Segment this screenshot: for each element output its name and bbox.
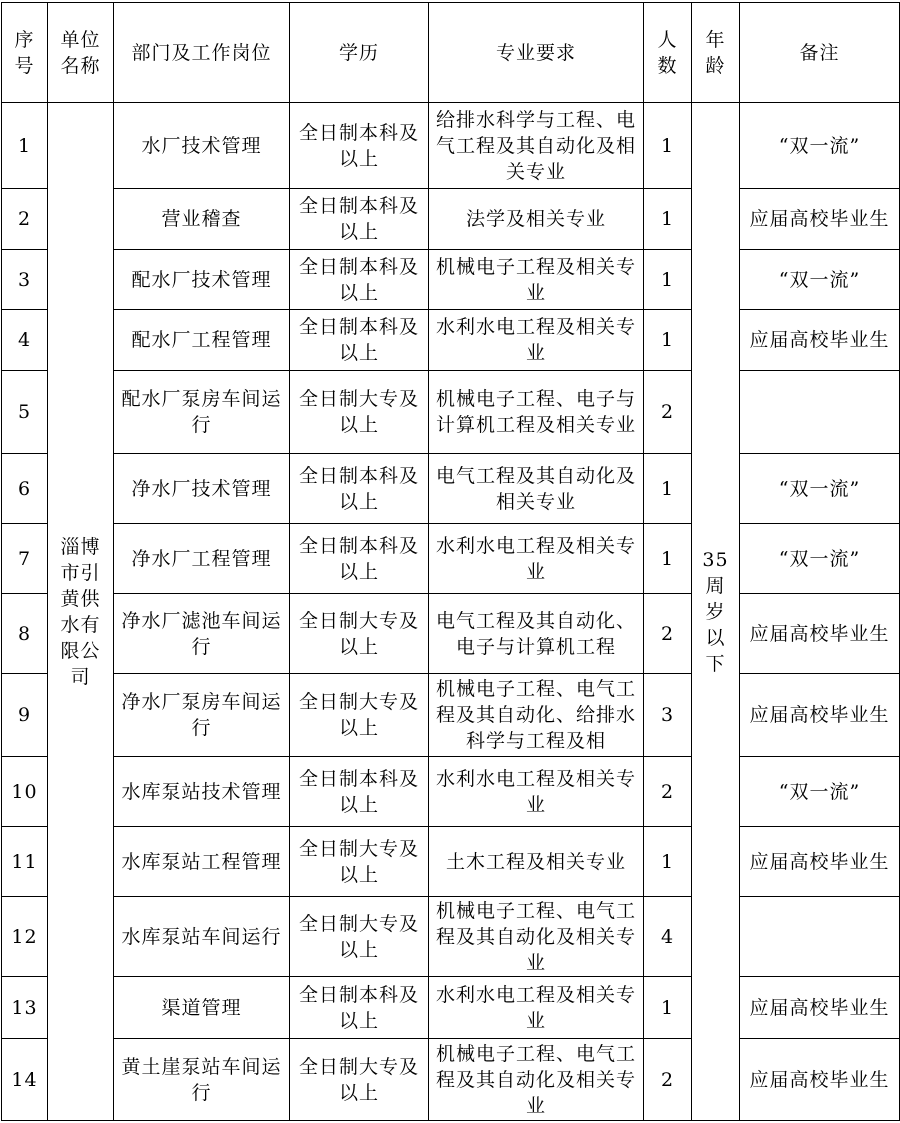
remark-cell: “双一流” bbox=[740, 524, 900, 594]
position-cell: 净水厂泵房车间运行 bbox=[114, 674, 290, 757]
education-cell: 全日制本科及以上 bbox=[290, 524, 429, 594]
remark-cell: 应届高校毕业生 bbox=[740, 310, 900, 371]
position-cell: 水库泵站工程管理 bbox=[114, 827, 290, 897]
seq-cell: 10 bbox=[2, 757, 48, 827]
position-cell: 净水厂工程管理 bbox=[114, 524, 290, 594]
position-cell: 水库泵站车间运行 bbox=[114, 897, 290, 977]
remark-cell: “双一流” bbox=[740, 103, 900, 189]
seq-cell: 8 bbox=[2, 594, 48, 674]
header-unit: 单位名称 bbox=[48, 3, 114, 103]
education-cell: 全日制本科及以上 bbox=[290, 103, 429, 189]
table-row bbox=[2, 757, 900, 827]
major-cell: 机械电子工程、电气工程及其自动化及相关专业 bbox=[429, 897, 644, 977]
count-cell: 1 bbox=[644, 827, 692, 897]
position-cell: 水厂技术管理 bbox=[114, 103, 290, 189]
seq-cell: 4 bbox=[2, 310, 48, 371]
education-cell: 全日制本科及以上 bbox=[290, 757, 429, 827]
count-cell: 4 bbox=[644, 897, 692, 977]
remark-cell bbox=[740, 371, 900, 454]
seq-cell: 7 bbox=[2, 524, 48, 594]
table-row bbox=[2, 674, 900, 757]
remark-cell: “双一流” bbox=[740, 454, 900, 524]
education-cell: 全日制大专及以上 bbox=[290, 674, 429, 757]
major-cell: 给排水科学与工程、电气工程及其自动化及相关专业 bbox=[429, 103, 644, 189]
table-row bbox=[2, 827, 900, 897]
position-cell: 配水厂技术管理 bbox=[114, 250, 290, 310]
major-cell: 土木工程及相关专业 bbox=[429, 827, 644, 897]
table-row bbox=[2, 897, 900, 977]
seq-cell: 6 bbox=[2, 454, 48, 524]
position-cell: 配水厂泵房车间运行 bbox=[114, 371, 290, 454]
education-cell: 全日制大专及以上 bbox=[290, 897, 429, 977]
remark-cell: 应届高校毕业生 bbox=[740, 189, 900, 250]
major-cell: 机械电子工程、电气工程及其自动化及相关专业 bbox=[429, 1039, 644, 1121]
count-cell: 1 bbox=[644, 250, 692, 310]
table-row bbox=[2, 103, 900, 189]
seq-cell: 1 bbox=[2, 103, 48, 189]
education-cell: 全日制大专及以上 bbox=[290, 1039, 429, 1121]
major-cell: 机械电子工程及相关专业 bbox=[429, 250, 644, 310]
position-cell: 净水厂滤池车间运行 bbox=[114, 594, 290, 674]
count-cell: 2 bbox=[644, 371, 692, 454]
header-major: 专业要求 bbox=[429, 3, 644, 103]
seq-cell: 3 bbox=[2, 250, 48, 310]
major-cell: 水利水电工程及相关专业 bbox=[429, 757, 644, 827]
header-row bbox=[2, 3, 900, 103]
education-cell: 全日制本科及以上 bbox=[290, 250, 429, 310]
table-row bbox=[2, 454, 900, 524]
unit-name-cell: 淄博市引黄供水有限公司 bbox=[48, 103, 114, 1121]
table-row bbox=[2, 189, 900, 250]
major-cell: 电气工程及其自动化、电子与计算机工程 bbox=[429, 594, 644, 674]
remark-cell: 应届高校毕业生 bbox=[740, 827, 900, 897]
table-row bbox=[2, 1039, 900, 1121]
seq-cell: 5 bbox=[2, 371, 48, 454]
education-cell: 全日制大专及以上 bbox=[290, 827, 429, 897]
count-cell: 1 bbox=[644, 454, 692, 524]
count-cell: 1 bbox=[644, 310, 692, 371]
count-cell: 2 bbox=[644, 757, 692, 827]
education-cell: 全日制本科及以上 bbox=[290, 310, 429, 371]
header-seq: 序号 bbox=[2, 3, 48, 103]
header-education: 学历 bbox=[290, 3, 429, 103]
remark-cell: 应届高校毕业生 bbox=[740, 594, 900, 674]
position-cell: 净水厂技术管理 bbox=[114, 454, 290, 524]
remark-cell: 应届高校毕业生 bbox=[740, 674, 900, 757]
age-cell: 35周岁以下 bbox=[692, 103, 740, 1121]
education-cell: 全日制大专及以上 bbox=[290, 594, 429, 674]
count-cell: 2 bbox=[644, 594, 692, 674]
header-age: 年龄 bbox=[692, 3, 740, 103]
seq-cell: 12 bbox=[2, 897, 48, 977]
major-cell: 电气工程及其自动化及相关专业 bbox=[429, 454, 644, 524]
count-cell: 1 bbox=[644, 977, 692, 1039]
seq-cell: 9 bbox=[2, 674, 48, 757]
education-cell: 全日制本科及以上 bbox=[290, 189, 429, 250]
position-cell: 水库泵站技术管理 bbox=[114, 757, 290, 827]
table-row bbox=[2, 977, 900, 1039]
seq-cell: 11 bbox=[2, 827, 48, 897]
table-row bbox=[2, 371, 900, 454]
seq-cell: 14 bbox=[2, 1039, 48, 1121]
header-position: 部门及工作岗位 bbox=[114, 3, 290, 103]
seq-cell: 2 bbox=[2, 189, 48, 250]
remark-cell: “双一流” bbox=[740, 250, 900, 310]
recruitment-table bbox=[1, 2, 900, 1121]
count-cell: 1 bbox=[644, 524, 692, 594]
table-row bbox=[2, 310, 900, 371]
table-row bbox=[2, 594, 900, 674]
header-remark: 备注 bbox=[740, 3, 900, 103]
education-cell: 全日制本科及以上 bbox=[290, 977, 429, 1039]
position-cell: 营业稽查 bbox=[114, 189, 290, 250]
table-row bbox=[2, 250, 900, 310]
major-cell: 法学及相关专业 bbox=[429, 189, 644, 250]
major-cell: 水利水电工程及相关专业 bbox=[429, 310, 644, 371]
count-cell: 1 bbox=[644, 189, 692, 250]
table-row bbox=[2, 524, 900, 594]
remark-cell: “双一流” bbox=[740, 757, 900, 827]
header-count: 人数 bbox=[644, 3, 692, 103]
count-cell: 1 bbox=[644, 103, 692, 189]
remark-cell bbox=[740, 897, 900, 977]
major-cell: 机械电子工程、电气工程及其自动化、给排水科学与工程及相 bbox=[429, 674, 644, 757]
position-cell: 配水厂工程管理 bbox=[114, 310, 290, 371]
position-cell: 黄土崖泵站车间运行 bbox=[114, 1039, 290, 1121]
seq-cell: 13 bbox=[2, 977, 48, 1039]
major-cell: 机械电子工程、电子与计算机工程及相关专业 bbox=[429, 371, 644, 454]
remark-cell: 应届高校毕业生 bbox=[740, 977, 900, 1039]
count-cell: 3 bbox=[644, 674, 692, 757]
education-cell: 全日制本科及以上 bbox=[290, 454, 429, 524]
major-cell: 水利水电工程及相关专业 bbox=[429, 977, 644, 1039]
major-cell: 水利水电工程及相关专业 bbox=[429, 524, 644, 594]
position-cell: 渠道管理 bbox=[114, 977, 290, 1039]
education-cell: 全日制大专及以上 bbox=[290, 371, 429, 454]
remark-cell: 应届高校毕业生 bbox=[740, 1039, 900, 1121]
count-cell: 2 bbox=[644, 1039, 692, 1121]
